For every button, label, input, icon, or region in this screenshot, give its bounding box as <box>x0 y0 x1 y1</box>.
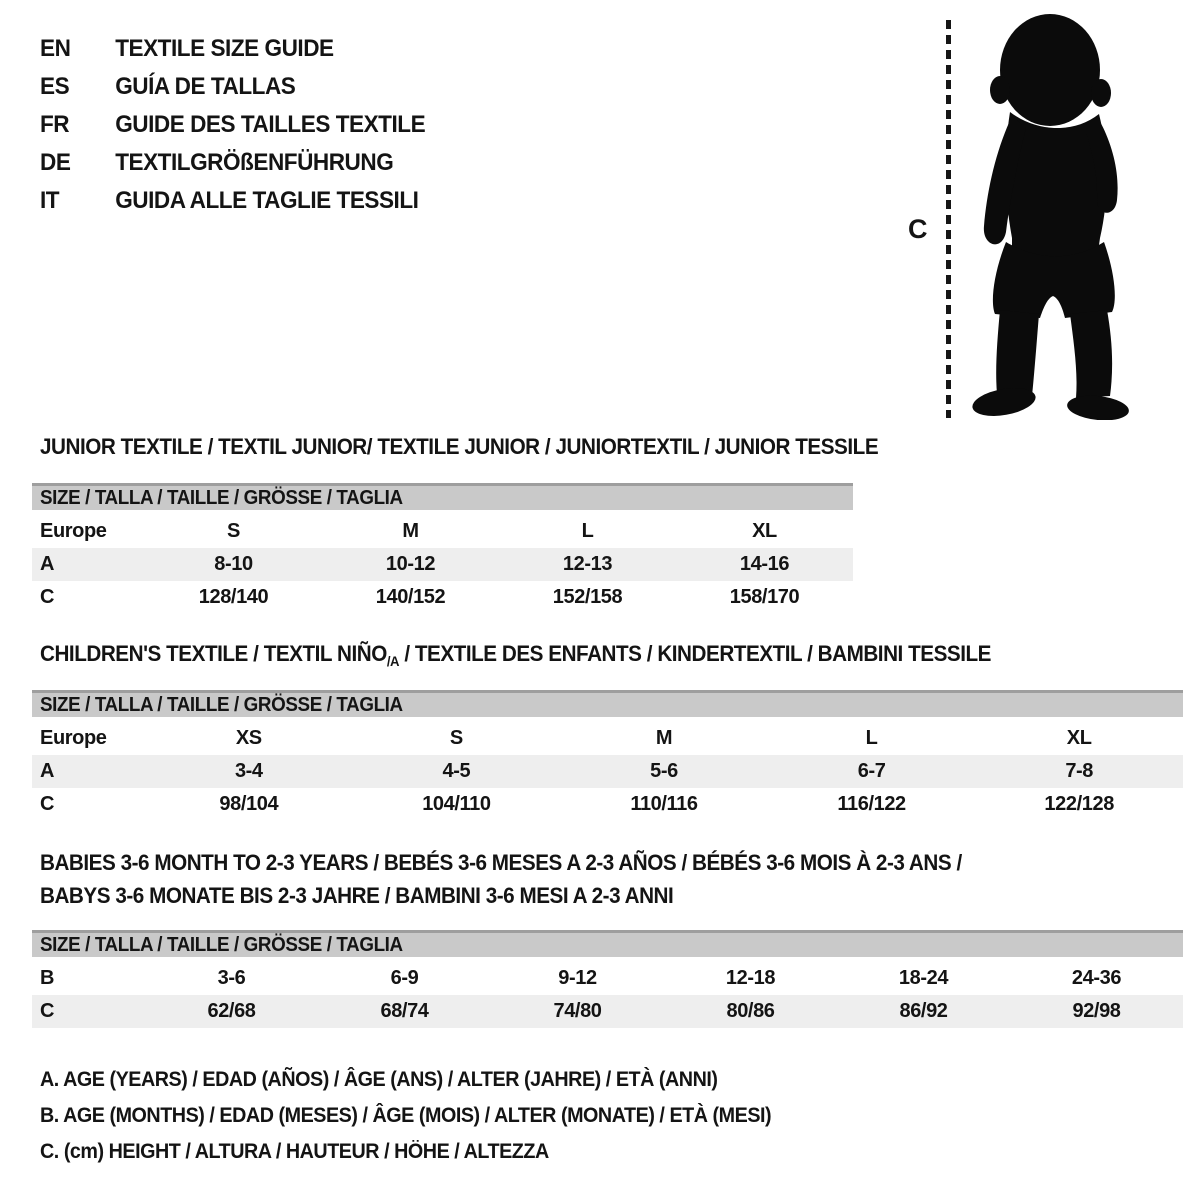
age-cell: 8-10 <box>214 553 253 575</box>
legend <box>40 1062 818 1170</box>
size-cell: M <box>655 727 673 749</box>
heading-subscript: /A <box>386 653 400 669</box>
table-rows <box>32 722 1183 821</box>
height-cell: 74/80 <box>553 1000 602 1022</box>
size-header-bar <box>32 690 1183 717</box>
language-row-en <box>40 30 425 68</box>
table-rows <box>32 515 853 614</box>
size-header-label: SIZE / TALLA / TAILLE / GRÖSSE / TAGLIA <box>40 934 403 956</box>
size-header-label: SIZE / TALLA / TAILLE / GRÖSSE / TAGLIA <box>40 487 403 509</box>
language-row-fr <box>40 106 425 144</box>
row-label: A <box>40 553 55 575</box>
height-cell: 122/128 <box>1044 793 1114 815</box>
children-size-table <box>32 690 1183 821</box>
table-row-height-cm <box>32 581 853 614</box>
height-cell: 140/152 <box>375 586 446 608</box>
row-label: A <box>40 760 55 782</box>
language-row-de <box>40 144 425 182</box>
table-row-europe <box>32 515 853 548</box>
height-cell: 98/104 <box>219 793 279 815</box>
height-cell: 152/158 <box>552 586 623 608</box>
language-label: GUIDE DES TAILLES TEXTILE <box>115 111 426 138</box>
children-section-heading <box>40 641 991 669</box>
row-label: C <box>40 1000 55 1022</box>
row-label: C <box>40 793 55 815</box>
legend-line-b: B. AGE (MONTHS) / EDAD (MESES) / ÂGE (MOIS) / ALTER (MONATE) / ETÀ (MESI) <box>40 1104 772 1127</box>
size-cell: XS <box>235 727 262 749</box>
size-header-bar <box>32 483 853 510</box>
age-cell: 9-12 <box>558 967 597 989</box>
row-label: Europe <box>40 520 107 542</box>
age-cell: 5-6 <box>650 760 678 782</box>
height-cell: 68/74 <box>380 1000 429 1022</box>
size-cell: XL <box>1066 727 1092 749</box>
height-measure-label: C <box>908 214 928 244</box>
height-cell: 80/86 <box>726 1000 775 1022</box>
height-cell: 128/140 <box>198 586 269 608</box>
language-code: IT <box>40 187 60 214</box>
language-code: FR <box>40 111 70 138</box>
table-row-age-years <box>32 755 1183 788</box>
table-row-height-cm <box>32 788 1183 821</box>
age-cell: 6-9 <box>390 967 419 989</box>
age-cell: 12-13 <box>562 553 613 575</box>
age-cell: 3-4 <box>234 760 263 782</box>
heading-line-1: BABIES 3-6 MONTH TO 2-3 YEARS / BEBÉS 3-6 MESES A 2-3 AÑOS / BÉBÉS 3-6 MOIS À 2-3 ANS / <box>40 850 962 875</box>
language-code: EN <box>40 35 71 62</box>
row-label: B <box>40 967 55 989</box>
table-rows <box>32 962 1183 1028</box>
size-cell: M <box>402 520 419 542</box>
legend-line-a: A. AGE (YEARS) / EDAD (AÑOS) / ÂGE (ANS) / ALTER (JAHRE) / ETÀ (ANNI) <box>40 1068 718 1091</box>
age-cell: 10-12 <box>385 553 436 575</box>
toddler-silhouette-icon <box>962 10 1146 420</box>
babies-size-table <box>32 930 1183 1028</box>
junior-section-heading: JUNIOR TEXTILE / TEXTIL JUNIOR/ TEXTILE JUNIOR / JUNIORTEXTIL / JUNIOR TESSILE <box>40 434 879 459</box>
age-cell: 6-7 <box>857 760 886 782</box>
size-cell: S <box>227 520 240 542</box>
language-label: GUÍA DE TALLAS <box>115 73 296 100</box>
language-code: DE <box>40 149 71 176</box>
table-row-age-years <box>32 548 853 581</box>
language-label: TEXTILGRÖßENFÜHRUNG <box>115 149 394 176</box>
size-cell: L <box>865 727 878 749</box>
language-row-es <box>40 68 425 106</box>
language-code: ES <box>40 73 70 100</box>
language-label: GUIDA ALLE TAGLIE TESSILI <box>115 187 419 214</box>
row-label: Europe <box>40 727 107 749</box>
table-row-height-cm <box>32 995 1183 1028</box>
height-cell: 104/110 <box>422 793 491 815</box>
language-row-it <box>40 182 425 220</box>
legend-line-c: C. (cm) HEIGHT / ALTURA / HAUTEUR / HÖHE / ALTEZZA <box>40 1140 549 1163</box>
height-cell: 62/68 <box>207 1000 256 1022</box>
heading-text: / TEXTILE DES ENFANTS / KINDERTEXTIL / BAMBINI TESSILE <box>399 641 991 666</box>
age-cell: 18-24 <box>898 967 949 989</box>
size-cell: S <box>449 727 463 749</box>
age-cell: 14-16 <box>739 553 790 575</box>
size-cell: XL <box>752 520 777 542</box>
age-cell: 12-18 <box>725 967 776 989</box>
junior-size-table <box>32 483 853 614</box>
table-row-europe <box>32 722 1183 755</box>
height-cell: 158/170 <box>729 586 800 608</box>
babies-section-heading <box>40 846 962 912</box>
age-cell: 7-8 <box>1065 760 1094 782</box>
language-label: TEXTILE SIZE GUIDE <box>115 35 334 62</box>
size-header-bar <box>32 930 1183 957</box>
height-cell: 116/122 <box>837 793 906 815</box>
size-header-label: SIZE / TALLA / TAILLE / GRÖSSE / TAGLIA <box>40 694 403 716</box>
language-list <box>40 30 450 220</box>
height-cell: 86/92 <box>899 1000 948 1022</box>
height-measure-dashed-line <box>946 20 951 418</box>
height-cell: 92/98 <box>1072 1000 1121 1022</box>
heading-line-2: BABYS 3-6 MONATE BIS 2-3 JAHRE / BAMBINI 3-6 MESI A 2-3 ANNI <box>40 883 674 908</box>
table-row-age-months <box>32 962 1183 995</box>
size-cell: L <box>581 520 594 542</box>
age-cell: 3-6 <box>217 967 246 989</box>
age-cell: 4-5 <box>442 760 471 782</box>
row-label: C <box>40 586 55 608</box>
heading-text: CHILDREN'S TEXTILE / TEXTIL NIÑO <box>40 641 387 666</box>
height-cell: 110/116 <box>630 793 698 815</box>
age-cell: 24-36 <box>1071 967 1122 989</box>
